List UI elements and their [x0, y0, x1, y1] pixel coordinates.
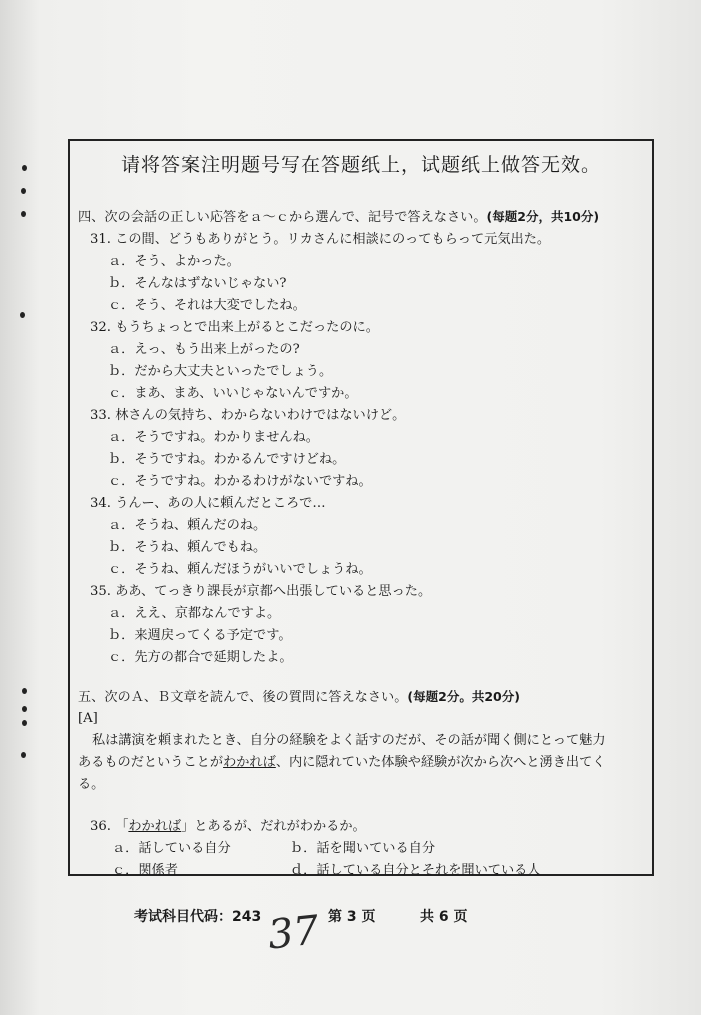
punch-hole: [20, 312, 25, 318]
option: ａ．えっ、もう出来上がったの?: [108, 342, 300, 357]
option: ｃ．そうですね。わかるわけがないですね。: [108, 474, 372, 489]
page-number: 第 3 页: [328, 909, 376, 925]
exam-header: 请将答案注明题号写在答题纸上，试题纸上做答无效。: [120, 154, 601, 176]
option: ｂ．そうね、頼んでもね。: [108, 540, 267, 555]
punch-hole: [21, 188, 26, 194]
question-31: 31. この間、どうもありがとう。リカさんに相談にのってもらって元気出た。: [90, 232, 551, 247]
question-32: 32. もうちょっとで出来上がるとこだったのに。: [90, 320, 379, 335]
option: ｃ．そう、それは大変でしたね。: [108, 298, 306, 313]
option: ｂ．だから大丈夫といったでしょう。: [108, 364, 333, 379]
option: ｂ．そんなはずないじゃない?: [108, 276, 287, 291]
option: ａ．そうですね。わかりませんね。: [108, 430, 319, 445]
question-33: 33. 林さんの気持ち、わからないわけではないけど。: [90, 408, 406, 423]
punch-hole: [21, 211, 26, 217]
option: ａ．そう、よかった。: [108, 254, 240, 269]
punch-hole: [22, 706, 27, 712]
option: ａ．そうね、頼んだのね。: [108, 518, 267, 533]
passage-line: る。: [78, 777, 105, 792]
punch-hole: [22, 165, 27, 171]
option: ｂ．話を聞いている自分: [290, 841, 436, 856]
option: ａ．ええ、京都なんですよ。: [108, 606, 281, 621]
handwritten-number: 37: [265, 907, 322, 959]
option: ｄ．話している自分とそれを聞いている人: [290, 863, 541, 878]
punch-hole: [21, 752, 26, 758]
punch-hole: [22, 688, 27, 694]
option: ｃ．まあ、まあ、いいじゃないんですか。: [108, 386, 358, 401]
option: ａ．話している自分: [112, 841, 231, 856]
option: ｃ．関係者: [112, 863, 178, 878]
option: ｃ．先方の都合で延期したよ。: [108, 650, 293, 665]
option: ｂ．そうですね。わかるんですけどね。: [108, 452, 346, 467]
passage-line: あるものだということがわかれば、内に隠れていた体験や経験が次から次へと湧き出てく: [78, 755, 606, 770]
punch-hole: [22, 720, 27, 726]
subject-code: 考试科目代码：243: [134, 909, 262, 925]
section4-instruction: 四、次の会話の正しい応答をａ～ｃから選んで、記号で答えなさい。(每题2分，共10分): [78, 209, 600, 225]
question-34: 34. うんー、あの人に頼んだところで…: [90, 496, 326, 511]
section5-instruction: 五、次のＡ、Ｂ文章を読んで、後の質問に答えなさい。(每题2分。共20分): [78, 689, 520, 705]
option: ｃ．そうね、頼んだほうがいいでしょうね。: [108, 562, 372, 577]
page-total: 共 6 页: [420, 909, 468, 925]
question-35: 35. ああ、てっきり課長が京都へ出張していると思った。: [90, 584, 432, 599]
option: ｂ．来週戻ってくる予定です。: [108, 628, 292, 643]
question-36: 36. 「わかれば」とあるが、だれがわかるか。: [90, 819, 366, 834]
passage-label: [A]: [78, 711, 98, 726]
passage-line: 私は講演を頼まれたとき、自分の経験をよく話すのだが、その話が聞く側にとって魅力: [92, 733, 606, 748]
